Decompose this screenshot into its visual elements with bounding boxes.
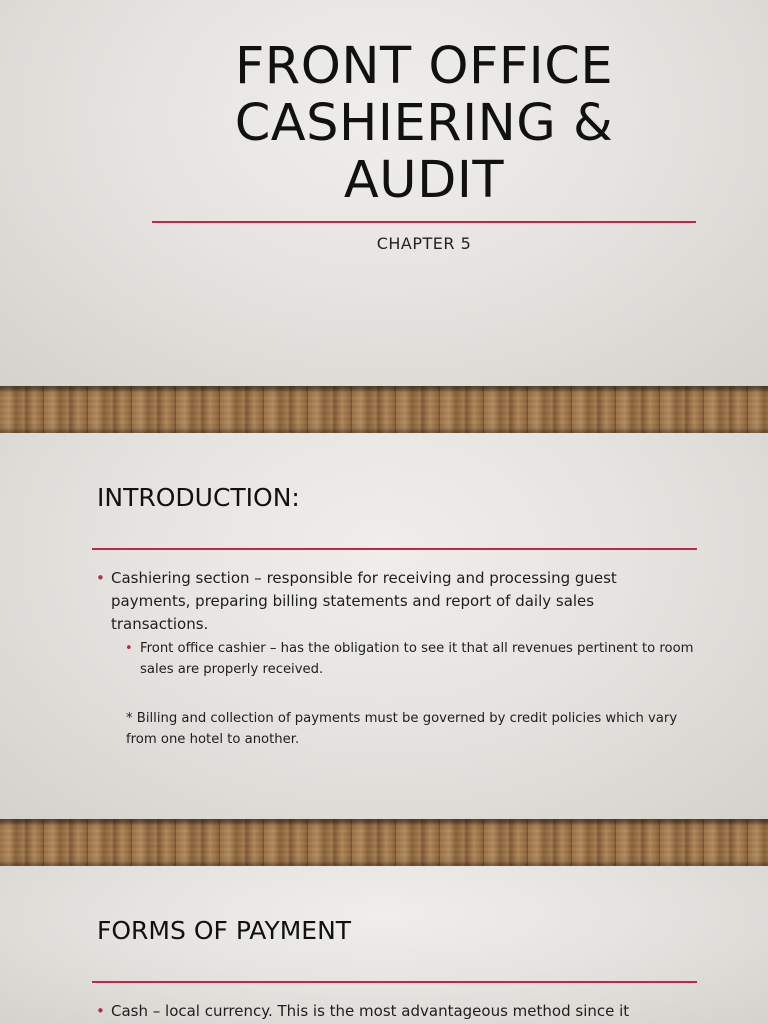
slide-title <box>0 0 768 386</box>
wood-floor-divider <box>0 819 768 867</box>
bullet-dot-icon: • <box>96 1002 105 1020</box>
heading-divider <box>92 548 697 550</box>
bullet-dot-icon: • <box>125 641 133 656</box>
chapter-subtitle: CHAPTER 5 <box>376 234 472 253</box>
wood-floor-divider <box>0 386 768 434</box>
slide-forms-of-payment <box>0 866 768 1024</box>
title-divider <box>152 221 696 223</box>
sub-bullet-text: Front office cashier – has the obligation to see it that all revenues pertinent to room sales are properly received. <box>140 641 694 677</box>
bullet-dot-icon: • <box>96 569 105 587</box>
presentation-title: FRONT OFFICE CASHIERING & AUDIT <box>234 37 614 210</box>
note-text: * Billing and collection of payments must be governed by credit policies which vary from one hotel to another. <box>126 711 678 747</box>
slide-heading: FORMS OF PAYMENT <box>97 916 352 945</box>
bullet-text: Cash – local currency. This is the most advantageous method since it <box>111 1002 630 1020</box>
bullet-text: Cashiering section – responsible for receiving and processing guest payments, preparing billing statements and report of daily sales transactions. <box>111 569 617 633</box>
slide-introduction <box>0 433 768 819</box>
slide-heading: INTRODUCTION: <box>97 483 300 512</box>
heading-divider <box>92 981 697 983</box>
